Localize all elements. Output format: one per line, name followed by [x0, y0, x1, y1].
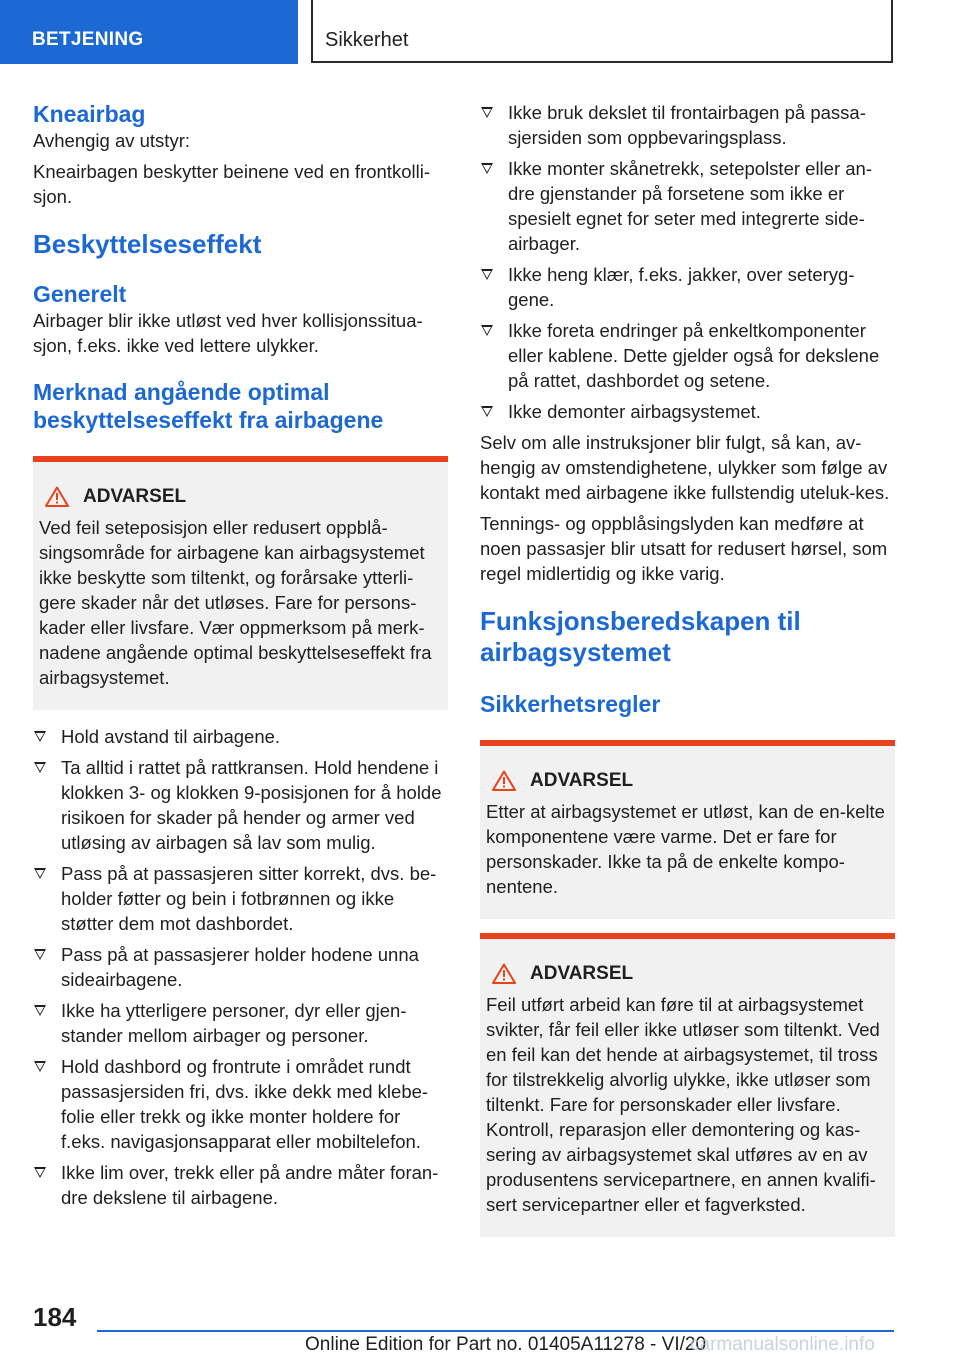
warning-title [486, 768, 889, 793]
triangle-bullet-icon [481, 269, 493, 280]
triangle-bullet-icon [34, 1167, 46, 1178]
triangle-bullet-icon [34, 868, 46, 879]
triangle-bullet-icon [481, 406, 493, 417]
warning-triangle-icon [492, 770, 516, 791]
warning-triangle-icon [45, 486, 69, 507]
list-item: Pass på at passasjeren sitter korrekt, dvs. be-holder føtter og bein i fotbrønnen og ikke støtter dem mot dashbordet. [33, 861, 448, 936]
topic-label: Sikkerhet [325, 29, 409, 51]
list-item: Ikke monter skånetrekk, setepolster eller an-dre gjenstander på forsetene som ikke er spesielt egnet for seter med integrerte side-airbager. [480, 156, 895, 256]
list-item: Ta alltid i rattet på rattkransen. Hold hendene i klokken 3- og klokken 9-posisjonen for å holde risikoen for skader på hender og armer ved utløsing av airbagen så lav som mulig. [33, 755, 448, 855]
topic-tab [311, 0, 893, 63]
heading-kneairbag: Kneairbag [33, 101, 146, 127]
warning-triangle-icon [492, 963, 516, 984]
list-item: Ikke lim over, trekk eller på andre måter foran-dre dekslene til airbagene. [33, 1160, 448, 1210]
heading-sikkerhetsregler: Sikkerhetsregler [480, 691, 661, 717]
heading-merknad: Merknad angående optimal beskyttelseseffekt fra airbagene [33, 379, 384, 433]
watermark-text: carmanualsonline.info [690, 1334, 875, 1355]
paragraph-generelt: Airbager blir ikke utløst ved hver kollisjonssitua-sjon, f.eks. ikke ved lettere ulykker. [33, 310, 423, 356]
list-item: Ikke heng klær, f.eks. jakker, over seteryg-gene. [480, 262, 895, 312]
list-item: Ikke ha ytterligere personer, dyr eller gjen-stander mellom airbager og personer. [33, 998, 448, 1048]
heading-beskyttelseseffekt: Beskyttelseseffekt [33, 229, 262, 259]
paragraph-equipment: Avhengig av utstyr: [33, 130, 190, 151]
safety-bullet-list [33, 724, 448, 1210]
right-column [480, 100, 895, 1237]
triangle-bullet-icon [34, 762, 46, 773]
triangle-bullet-icon [481, 163, 493, 174]
triangle-bullet-icon [481, 325, 493, 336]
warning-title-text: ADVARSEL [530, 770, 634, 791]
warning-title [39, 484, 442, 509]
page-number: 184 [33, 1302, 77, 1332]
warning-box [33, 456, 448, 710]
airbag-bullet-list [480, 100, 895, 424]
section-tab [0, 0, 298, 64]
list-item: Ikke demonter airbagsystemet. [480, 399, 895, 424]
edition-text: Online Edition for Part no. 01405A11278 - VI/20 [305, 1334, 707, 1355]
warning-title-text: ADVARSEL [83, 486, 187, 507]
heading-funksjonsberedskap: Funksjonsberedskapen til airbagsystemet [480, 606, 801, 667]
list-item: Ikke foreta endringer på enkeltkomponenter eller kablene. Dette gjelder også for dekslene på rattet, dashbordet og setene. [480, 318, 895, 393]
triangle-bullet-icon [481, 107, 493, 118]
paragraph-kneairbag: Kneairbagen beskytter beinene ved en frontkolli-sjon. [33, 161, 430, 207]
list-item: Pass på at passasjerer holder hodene unna sideairbagene. [33, 942, 448, 992]
list-item: Hold avstand til airbagene. [33, 724, 448, 749]
section-label: BETJENING [32, 29, 144, 50]
left-column [33, 100, 448, 1216]
warning-text: Feil utført arbeid kan føre til at airbagsystemet svikter, får feil eller ikke utløser som tiltenkt. Ved en feil kan det hende at airbagsystemet, til tross for tilstrekkelig alvorlig ulykke, ikke utløser som tiltenkt. Fare for personskader eller livsfare. Kontroll, reparasjon eller demontering og kas-sering av airbagsystemet skal utføres av en av produsentens servicepartnere, en annen kvalifi-sert servicepartner eller et fagverksted. [486, 994, 880, 1215]
triangle-bullet-icon [34, 1061, 46, 1072]
warning-title [486, 961, 889, 986]
warning-title-text: ADVARSEL [530, 963, 634, 984]
warning-box [480, 740, 895, 919]
heading-generelt: Generelt [33, 281, 127, 307]
triangle-bullet-icon [34, 731, 46, 742]
footer-divider [97, 1330, 894, 1332]
warning-text: Etter at airbagsystemet er utløst, kan de en-kelte komponentene være varme. Det er fare for personskader. Ikke ta på de enkelte kompo-nentene. [486, 801, 885, 897]
warning-text: Ved feil seteposisjon eller redusert oppblå-singsområde for airbagene kan airbagsystemet ikke beskytte som tiltenkt, og forårsake ytterli-gere skader når det utløses. Fare for persons-kader eller livsfare. Vær oppmerksom på merk-nadene angående optimal beskyttelseseffekt fra airbagsystemet. [39, 517, 432, 688]
page-header [0, 0, 960, 64]
list-item: Hold dashbord og frontrute i området rundt passasjersiden fri, dvs. ikke dekk med klebe-folie eller trekk og ikke monter holdere for f.eks. navigasjonsapparat eller mobiltelefon. [33, 1054, 448, 1154]
paragraph-tennings: Tennings- og oppblåsingslyden kan medføre at noen passasjer blir utsatt for redusert hørsel, som regel midlertidig og ikke varig. [480, 513, 888, 584]
warning-box [480, 933, 895, 1237]
triangle-bullet-icon [34, 949, 46, 960]
triangle-bullet-icon [34, 1005, 46, 1016]
paragraph-selv-om: Selv om alle instruksjoner blir fulgt, så kan, av-hengig av omstendighetene, ulykker som følge av kontakt med airbagene ikke fullstendig uteluk-kes. [480, 432, 890, 503]
list-item: Ikke bruk dekslet til frontairbagen på passa-sjersiden som oppbevaringsplass. [480, 100, 895, 150]
